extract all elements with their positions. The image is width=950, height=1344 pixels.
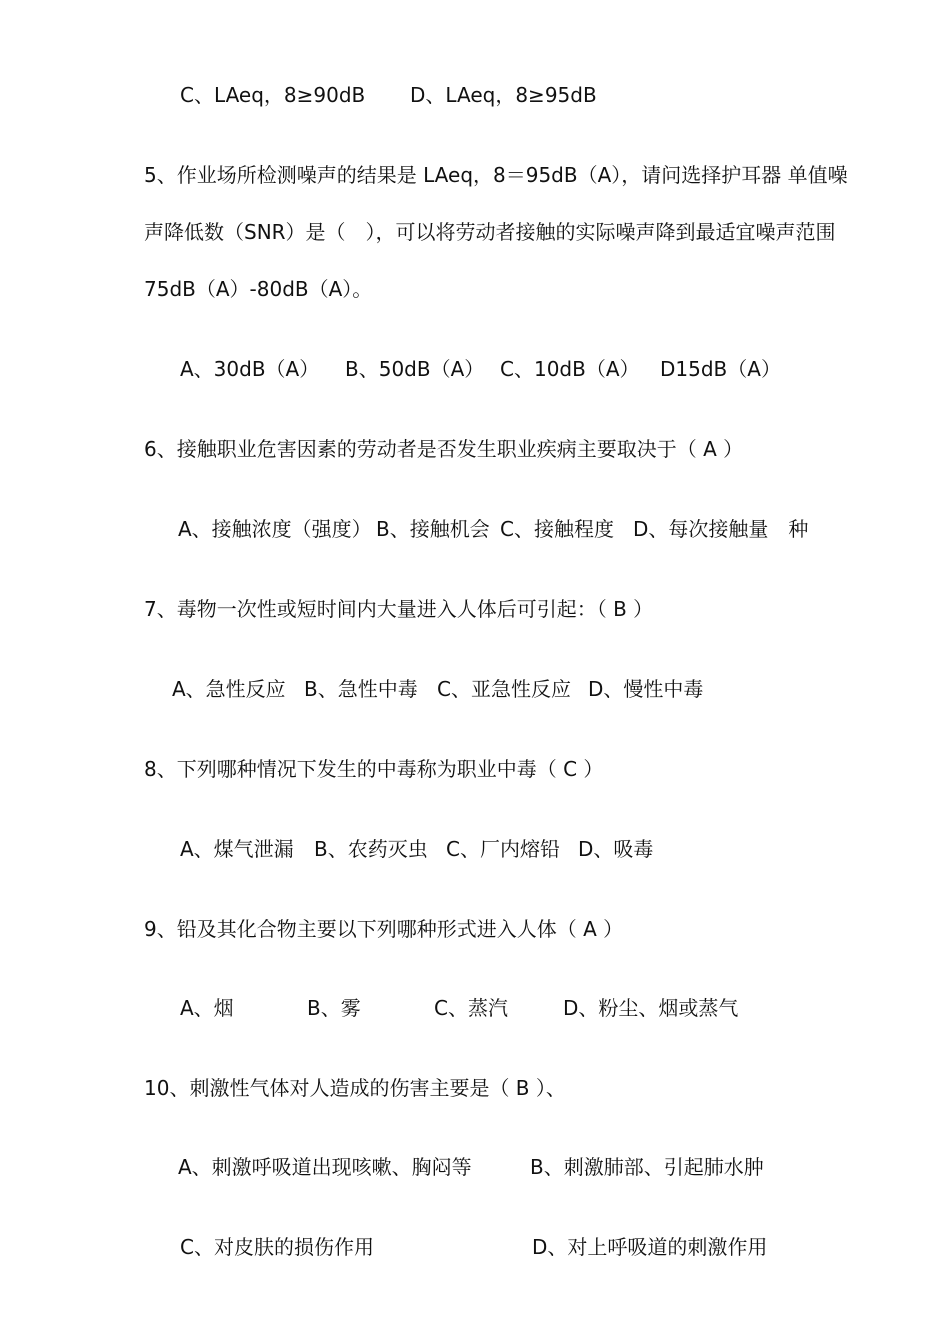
q8-option-c: C、厂内熔铅 (446, 837, 560, 861)
q7-option-c: C、亚急性反应 (437, 677, 571, 701)
q7-option-a: A、急性反应 (172, 677, 286, 701)
q6-option-b: B、接触机会 (376, 517, 490, 541)
q8-option-d: D、吸毒 (578, 837, 654, 861)
q9-option-b: B、雾 (307, 996, 361, 1020)
q5-option-d: D15dB（A） (660, 357, 781, 381)
q10-question: 10、刺激性气体对人造成的伤害主要是（ B ）、 (144, 1076, 566, 1100)
q5-text-line-1: 5、作业场所检测噪声的结果是 LAeq，8＝95dB（A），请问选择护耳器 单值噪 (144, 163, 848, 187)
q7-option-d: D、慢性中毒 (588, 677, 704, 701)
q9-option-d: D、粉尘、烟或蒸气 (563, 996, 739, 1020)
q6-option-a: A、接触浓度（强度） (178, 517, 372, 541)
q10-option-a: A、刺激呼吸道出现咳嗽、胸闷等 (178, 1155, 472, 1179)
q9-option-a: A、烟 (180, 996, 234, 1020)
q5-text-line-3: 75dB（A）-80dB（A）。 (144, 277, 373, 301)
q8-option-b: B、农药灭虫 (314, 837, 428, 861)
q10-option-c: C、对皮肤的损伤作用 (180, 1235, 374, 1259)
q9-option-c: C、蒸汽 (434, 996, 508, 1020)
q7-option-b: B、急性中毒 (304, 677, 418, 701)
q5-option-a: A、30dB（A） (180, 357, 320, 381)
q10-option-d: D、对上呼吸道的刺激作用 (532, 1235, 768, 1259)
q5-option-b: B、50dB（A） (345, 357, 485, 381)
q7-question: 7、毒物一次性或短时间内大量进入人体后可引起：（ B ） (144, 597, 654, 621)
q6-option-c: C、接触程度 (500, 517, 614, 541)
q4-option-d: D、LAeq，8≥95dB (410, 83, 597, 107)
q6-question: 6、接触职业危害因素的劳动者是否发生职业疾病主要取决于（ A ） (144, 437, 744, 461)
q10-option-b: B、刺激肺部、引起肺水肿 (530, 1155, 764, 1179)
q5-text-line-2: 声降低数（SNR）是（ ），可以将劳动者接触的实际噪声降到最适宜噪声范围 (144, 220, 836, 244)
q4-option-c: C、LAeq，8≥90dB (180, 83, 366, 107)
q5-option-c: C、10dB（A） (500, 357, 640, 381)
q8-option-a: A、煤气泄漏 (180, 837, 294, 861)
q8-question: 8、下列哪种情况下发生的中毒称为职业中毒（ C ） (144, 757, 604, 781)
q9-question: 9、铅及其化合物主要以下列哪种形式进入人体（ A ） (144, 917, 624, 941)
q6-option-d: D、每次接触量 种 (633, 517, 809, 541)
